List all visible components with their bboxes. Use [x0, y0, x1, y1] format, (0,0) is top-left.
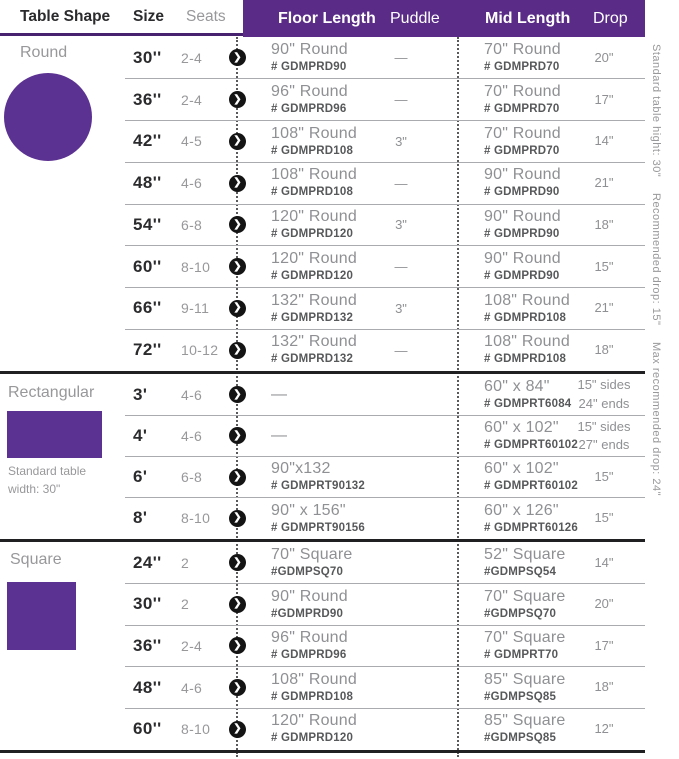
mid-length-value: 90" Round	[484, 249, 561, 267]
floor-part-number: # GDMPRD132	[271, 311, 354, 324]
chevron-right-icon[interactable]: ❯	[229, 637, 246, 654]
arrow-cell	[228, 79, 246, 121]
floor-part-number: # GDMPRD108	[271, 690, 354, 703]
seats-value: 8-10	[181, 721, 211, 738]
chevron-right-icon[interactable]: ❯	[229, 554, 246, 571]
seats-header: Seats	[186, 7, 226, 25]
puddle-header: Puddle	[390, 9, 440, 27]
mid-part-number: # GDMPRD70	[484, 102, 560, 115]
seats-value: 4-6	[181, 427, 203, 444]
drop-value: 17"	[594, 637, 614, 653]
puddle-value	[378, 374, 424, 415]
floor-length-value: 132" Round	[271, 333, 357, 351]
drop-value: 18"	[594, 216, 614, 232]
size-value: 48''	[133, 173, 162, 193]
arrow-cell	[228, 625, 246, 667]
floor-length-cell	[271, 79, 383, 121]
square-section-label: Square	[10, 551, 62, 568]
arrow-cell	[228, 415, 246, 456]
chevron-right-icon[interactable]: ❯	[229, 596, 246, 613]
seats-value: 8-10	[181, 258, 211, 275]
drop-value: 20"	[594, 49, 614, 65]
floor-part-number: # GDMPRT90132	[271, 480, 365, 493]
chevron-right-icon[interactable]: ❯	[229, 386, 246, 403]
arrow-cell	[228, 37, 246, 79]
section-divider	[0, 371, 645, 374]
floor-length-cell	[271, 121, 383, 163]
floor-length-cell	[271, 288, 383, 330]
floor-length-value: 90" Round	[271, 41, 348, 59]
floor-length-cell	[271, 246, 383, 288]
floor-length-value: —	[271, 385, 288, 403]
mid-length-value: 60" x 84"	[484, 377, 550, 395]
size-value: 54''	[133, 214, 162, 234]
floor-length-cell	[271, 625, 383, 667]
chevron-right-icon[interactable]: ❯	[229, 469, 246, 486]
floor-length-value: 96" Round	[271, 82, 348, 100]
mid-length-value: 90" Round	[484, 208, 561, 226]
seats-value: 6-8	[181, 469, 203, 486]
drop-value: 15"	[594, 469, 614, 485]
puddle-value: —	[394, 342, 408, 358]
drop-header: Drop	[593, 9, 628, 27]
floor-length-cell	[271, 584, 383, 626]
rectangular-section-label: Rectangular	[8, 384, 95, 401]
table-row	[0, 667, 645, 709]
recommended-drop-note: Recommended drop: 15"	[650, 193, 662, 326]
floor-length-value: 132" Round	[271, 291, 357, 309]
floor-part-number: # GDMPRD90	[271, 61, 347, 74]
size-value: 8'	[133, 508, 148, 528]
floor-part-number: # GDMPRD132	[271, 353, 354, 366]
seats-value: 9-11	[181, 300, 210, 317]
mid-length-value: 108" Round	[484, 333, 570, 351]
floor-length-cell	[271, 708, 383, 750]
floor-length-value: 90"x132	[271, 460, 331, 478]
puddle-value: 3"	[395, 217, 407, 233]
drop-value: 15"	[594, 510, 614, 526]
floor-length-value: —	[271, 426, 288, 444]
mid-part-number: #GDMPSQ85	[484, 690, 557, 703]
floor-part-number: #GDMPSQ70	[271, 566, 344, 579]
table-row	[0, 374, 645, 415]
size-value: 4'	[133, 425, 148, 445]
chevron-right-icon[interactable]: ❯	[229, 49, 246, 66]
table-row	[0, 498, 645, 539]
size-header: Size	[133, 7, 165, 25]
arrow-cell	[228, 667, 246, 709]
table-row	[0, 625, 645, 667]
floor-part-number: # GDMPRT90156	[271, 521, 365, 534]
puddle-value	[378, 498, 424, 539]
square-section-rows	[0, 542, 645, 750]
drop-value: 14"	[594, 133, 614, 149]
table-row	[0, 162, 645, 204]
chevron-right-icon[interactable]: ❯	[229, 679, 246, 696]
mid-length-header: Mid Length	[485, 9, 571, 27]
arrow-cell	[228, 374, 246, 415]
floor-length-value: 120" Round	[271, 208, 357, 226]
mid-length-value: 85" Square	[484, 712, 566, 730]
mid-length-value: 60" x 126"	[484, 501, 559, 519]
chevron-right-icon[interactable]: ❯	[229, 133, 246, 150]
seats-value: 6-8	[181, 216, 203, 233]
floor-length-cell	[271, 542, 383, 584]
size-value: 36''	[133, 635, 162, 655]
size-value: 60''	[133, 256, 162, 276]
seats-value: 2	[181, 596, 190, 613]
floor-length-cell	[271, 374, 383, 415]
puddle-value: —	[394, 259, 408, 275]
floor-length-cell	[271, 37, 383, 79]
puddle-value: —	[394, 175, 408, 191]
arrow-cell	[228, 204, 246, 246]
floor-length-value: 70" Square	[271, 546, 353, 564]
table-row	[0, 542, 645, 584]
side-notes	[650, 44, 662, 514]
arrow-cell	[228, 162, 246, 204]
floor-part-number: # GDMPRD120	[271, 228, 354, 241]
floor-length-value: 90" x 156"	[271, 501, 346, 519]
drop-value: 20"	[594, 596, 614, 612]
mid-part-number: #GDMPSQ85	[484, 732, 557, 745]
rectangular-section-rows	[0, 374, 645, 539]
puddle-value: 3"	[395, 300, 407, 316]
seats-value: 2-4	[181, 91, 203, 108]
arrow-cell	[228, 329, 246, 371]
seats-value: 8-10	[181, 510, 211, 527]
chevron-right-icon[interactable]: ❯	[229, 427, 246, 444]
table-row	[0, 329, 645, 371]
floor-length-header: Floor Length	[278, 9, 376, 27]
seats-value: 4-6	[181, 175, 203, 192]
table-row	[0, 584, 645, 626]
chevron-right-icon[interactable]: ❯	[229, 258, 246, 275]
floor-part-number: # GDMPRD96	[271, 649, 347, 662]
mid-part-number: # GDMPRD90	[484, 269, 560, 282]
size-value: 30''	[133, 47, 162, 67]
table-row	[0, 204, 645, 246]
seats-value: 4-6	[181, 386, 203, 403]
mid-part-number: #GDMPSQ54	[484, 566, 557, 579]
size-value: 6'	[133, 467, 148, 487]
floor-part-number: # GDMPRD108	[271, 186, 354, 199]
table-shape-header: Table Shape	[20, 7, 111, 25]
mid-length-value: 70" Square	[484, 587, 566, 605]
column-header-band	[243, 0, 645, 37]
floor-length-cell	[271, 329, 383, 371]
arrow-cell	[228, 246, 246, 288]
drop-value: 15" sides 24" ends	[577, 377, 631, 411]
size-value: 60''	[133, 719, 162, 739]
puddle-value: 3"	[395, 133, 407, 149]
seats-value: 2	[181, 554, 190, 571]
drop-value: 17"	[594, 91, 614, 107]
mid-part-number: # GDMPRT60102	[484, 439, 578, 452]
chevron-right-icon[interactable]: ❯	[229, 91, 246, 108]
section-divider	[0, 539, 645, 542]
mid-length-value: 52" Square	[484, 546, 566, 564]
drop-value: 21"	[594, 175, 614, 191]
floor-length-cell	[271, 415, 383, 456]
chevron-right-icon[interactable]: ❯	[229, 721, 246, 738]
mid-part-number: # GDMPRD70	[484, 61, 560, 74]
puddle-value: —	[394, 92, 408, 108]
floor-part-number: # GDMPRD96	[271, 102, 347, 115]
arrow-cell	[228, 584, 246, 626]
arrow-cell	[228, 542, 246, 584]
size-value: 3'	[133, 384, 148, 404]
table-row	[0, 708, 645, 750]
puddle-value	[378, 415, 424, 456]
mid-part-number: # GDMPRD108	[484, 311, 567, 324]
drop-value: 12"	[594, 721, 614, 737]
seats-value: 4-6	[181, 679, 203, 696]
floor-length-cell	[271, 457, 383, 498]
floor-length-cell	[271, 498, 383, 539]
floor-length-cell	[271, 667, 383, 709]
puddle-value	[378, 457, 424, 498]
chevron-right-icon[interactable]: ❯	[229, 175, 246, 192]
arrow-cell	[228, 498, 246, 539]
chevron-right-icon[interactable]: ❯	[229, 216, 246, 233]
mid-part-number: # GDMPRT60102	[484, 480, 578, 493]
arrow-cell	[228, 121, 246, 163]
puddle-value	[378, 625, 424, 667]
max-drop-note: Max recommended drop: 24"	[650, 341, 662, 496]
drop-value: 21"	[594, 300, 614, 316]
mid-part-number: # GDMPRT70	[484, 649, 559, 662]
puddle-value	[378, 708, 424, 750]
drop-value: 15" sides 27" ends	[577, 418, 631, 452]
floor-length-value: 96" Round	[271, 629, 348, 647]
mid-part-number: # GDMPRT6084	[484, 397, 572, 410]
mid-length-value: 70" Round	[484, 124, 561, 142]
floor-length-value: 108" Round	[271, 670, 357, 688]
drop-value: 15"	[594, 258, 614, 274]
floor-length-cell	[271, 204, 383, 246]
bottom-border	[0, 750, 645, 753]
mid-part-number: # GDMPRD90	[484, 228, 560, 241]
chevron-right-icon[interactable]: ❯	[229, 510, 246, 527]
table-row	[0, 246, 645, 288]
table-row	[0, 288, 645, 330]
floor-part-number: # GDMPRD120	[271, 269, 354, 282]
floor-length-value: 108" Round	[271, 124, 357, 142]
round-section-label: Round	[20, 44, 68, 61]
mid-length-value: 70" Round	[484, 82, 561, 100]
mid-length-value: 90" Round	[484, 166, 561, 184]
floor-length-value: 108" Round	[271, 166, 357, 184]
size-value: 66''	[133, 298, 162, 318]
seats-value: 10-12	[181, 342, 219, 359]
round-section-rows	[0, 37, 645, 371]
mid-length-value: 70" Round	[484, 41, 561, 59]
seats-value: 2-4	[181, 49, 203, 66]
table-row	[0, 121, 645, 163]
table-row	[0, 79, 645, 121]
mid-length-value: 108" Round	[484, 291, 570, 309]
puddle-value: —	[394, 50, 408, 66]
mid-part-number: # GDMPRT60126	[484, 521, 578, 534]
arrow-cell	[228, 708, 246, 750]
mid-length-value: 70" Square	[484, 629, 566, 647]
mid-part-number: #GDMPSQ70	[484, 607, 557, 620]
mid-part-number: # GDMPRD108	[484, 353, 567, 366]
mid-part-number: # GDMPRD70	[484, 144, 560, 157]
standard-height-note: Standard table hight: 30"	[650, 44, 662, 178]
drop-value: 18"	[594, 342, 614, 358]
seats-value: 2-4	[181, 637, 203, 654]
table-row	[0, 457, 645, 498]
size-value: 48''	[133, 677, 162, 697]
chevron-right-icon[interactable]: ❯	[229, 300, 246, 317]
puddle-value	[378, 584, 424, 626]
mid-length-value: 85" Square	[484, 670, 566, 688]
mid-part-number: # GDMPRD90	[484, 186, 560, 199]
floor-length-value: 90" Round	[271, 587, 348, 605]
drop-value: 14"	[594, 554, 614, 570]
floor-length-cell	[271, 162, 383, 204]
size-value: 42''	[133, 131, 162, 151]
floor-length-value: 120" Round	[271, 712, 357, 730]
arrow-cell	[228, 457, 246, 498]
floor-part-number: #GDMPRD90	[271, 607, 344, 620]
arrow-cell	[228, 288, 246, 330]
table-row	[0, 37, 645, 79]
table-row	[0, 415, 645, 456]
floor-part-number: # GDMPRD108	[271, 144, 354, 157]
size-value: 30''	[133, 594, 162, 614]
floor-length-value: 120" Round	[271, 249, 357, 267]
seats-value: 4-5	[181, 133, 203, 150]
header-underline	[0, 33, 243, 36]
puddle-value	[378, 542, 424, 584]
size-value: 36''	[133, 89, 162, 109]
floor-part-number: # GDMPRD120	[271, 732, 354, 745]
mid-length-value: 60" x 102"	[484, 419, 559, 437]
size-value: 24''	[133, 552, 162, 572]
drop-value: 18"	[594, 679, 614, 695]
puddle-value	[378, 667, 424, 709]
table-width-note: Standard table width: 30"	[8, 464, 87, 496]
chevron-right-icon[interactable]: ❯	[229, 342, 246, 359]
size-value: 72''	[133, 340, 162, 360]
mid-length-value: 60" x 102"	[484, 460, 559, 478]
